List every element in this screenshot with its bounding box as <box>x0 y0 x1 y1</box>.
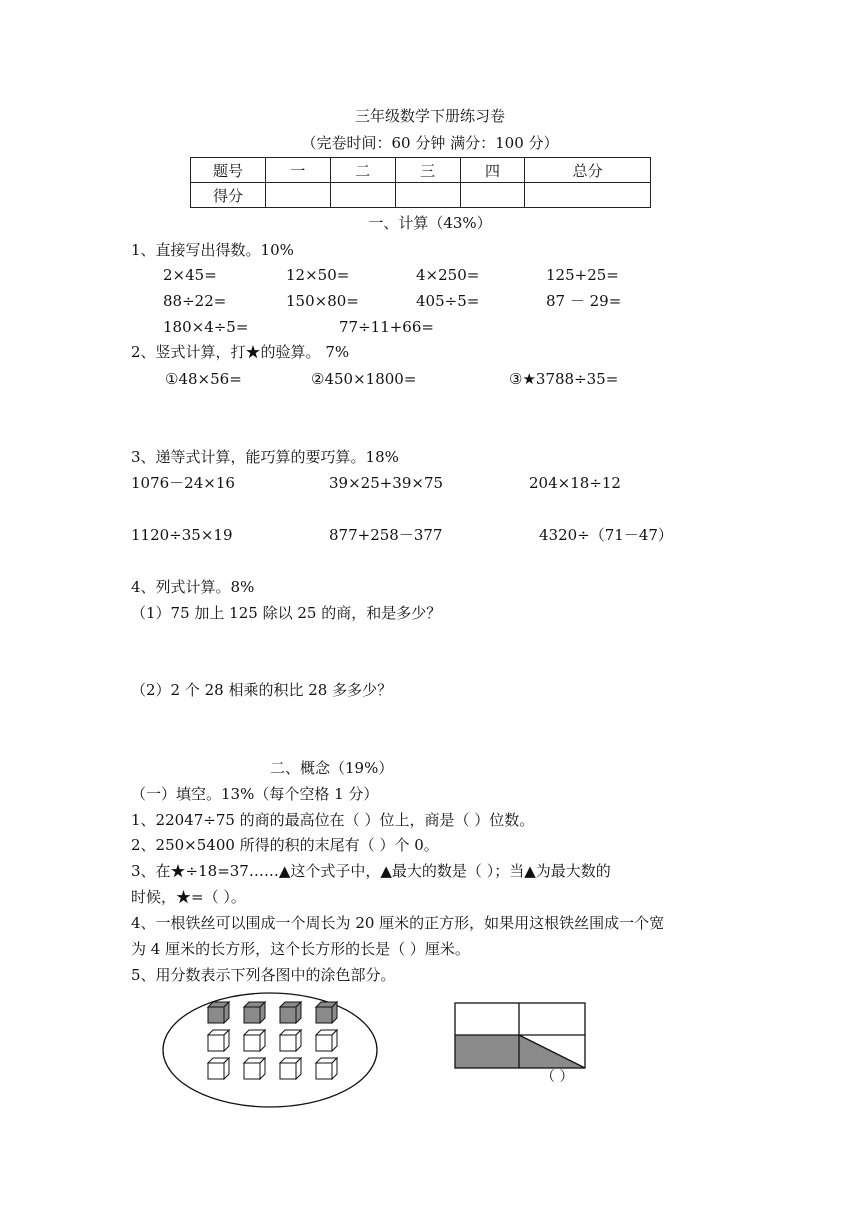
cube <box>316 1030 337 1051</box>
q3-item: 877+258－377 <box>329 526 443 544</box>
q2-item: ①48×56= <box>165 370 242 388</box>
cubes-in-ellipse-figure <box>160 990 400 1112</box>
shaded-cube <box>244 1002 265 1023</box>
q1-item: 405÷5= <box>416 292 480 310</box>
cube <box>244 1058 265 1079</box>
score-cell[interactable] <box>395 183 460 208</box>
q1-item: 12×50= <box>286 266 350 284</box>
q3-item: 204×18÷12 <box>529 474 621 492</box>
q3-item: 1076－24×16 <box>131 474 235 492</box>
cube <box>208 1058 229 1079</box>
question-1-label: 1、直接写出得数。10% <box>131 241 294 259</box>
page-subtitle: （完卷时间：60 分钟 满分：100 分） <box>301 134 559 152</box>
q1-item: 2×45= <box>163 266 217 284</box>
score-table-header: 一 <box>266 158 331 183</box>
score-cell[interactable] <box>460 183 525 208</box>
question-3-label: 3、递等式计算，能巧算的要巧算。18% <box>131 448 399 466</box>
cube <box>280 1058 301 1079</box>
section-2-subheading: （一）填空。13%（每个空格 1 分） <box>131 785 379 803</box>
q1-item: 180×4÷5= <box>163 318 249 336</box>
score-cell[interactable] <box>525 183 651 208</box>
section-2-title: 二、概念（19%） <box>270 759 394 777</box>
fill-line: 为 4 厘米的长方形，这个长方形的长是（ ）厘米。 <box>131 940 470 958</box>
shaded-cube <box>280 1002 301 1023</box>
shaded-cube <box>316 1002 337 1023</box>
cube <box>244 1030 265 1051</box>
q1-item: 125+25= <box>546 266 619 284</box>
section-1-title: 一、计算（43%） <box>368 214 492 232</box>
q1-item: 150×80= <box>286 292 359 310</box>
score-table-header: 题号 <box>191 158 266 183</box>
fill-line: 5、用分数表示下列各图中的涂色部分。 <box>131 966 396 984</box>
fill-line: 3、在★÷18=37……▲这个式子中，▲最大的数是（ ）；当▲为最大数的 <box>131 862 611 880</box>
score-cell[interactable] <box>330 183 395 208</box>
q4-item: （1）75 加上 125 除以 25 的商，和是多少？ <box>131 604 442 622</box>
score-table <box>190 157 651 208</box>
q1-item: 4×250= <box>416 266 480 284</box>
cube <box>280 1030 301 1051</box>
fill-line: 1、22047÷75 的商的最高位在（ ）位上，商是（ ）位数。 <box>131 811 535 829</box>
question-2-label: 2、竖式计算，打★的验算。 7% <box>131 343 350 361</box>
score-cell[interactable] <box>266 183 331 208</box>
q3-item: 4320÷（71－47） <box>539 526 673 544</box>
q4-item: （2）2 个 28 相乘的积比 28 多多少？ <box>131 681 393 699</box>
score-table-score-row <box>191 183 651 208</box>
page-title: 三年级数学下册练习卷 <box>354 107 505 125</box>
ellipse-outline <box>163 993 377 1107</box>
score-table-header: 二 <box>330 158 395 183</box>
fill-line: 2、250×5400 所得的积的末尾有（ ）个 0。 <box>131 836 439 854</box>
q3-item: 1120÷35×19 <box>131 526 233 544</box>
question-4-label: 4、列式计算。8% <box>131 578 255 596</box>
q1-item: 77÷11+66= <box>339 318 434 336</box>
shaded-rectangle-cell <box>455 1035 519 1068</box>
q3-item: 39×25+39×75 <box>329 474 444 492</box>
fill-line: 时候，★=（ ）。 <box>131 888 246 906</box>
rectangle-fraction-figure <box>452 1000 592 1072</box>
q2-item: ②450×1800= <box>311 370 417 388</box>
fill-line: 4、一根铁丝可以围成一个周长为 20 厘米的正方形，如果用这根铁丝围成一个宽 <box>131 914 665 932</box>
score-table-header-row <box>191 158 651 183</box>
score-table-header: 总分 <box>525 158 651 183</box>
figure-answer-blank: （ ） <box>541 1069 574 1085</box>
q1-item: 88÷22= <box>163 292 227 310</box>
shaded-cube <box>208 1002 229 1023</box>
score-row-label: 得分 <box>191 183 266 208</box>
score-table-header: 三 <box>395 158 460 183</box>
cube <box>316 1058 337 1079</box>
q1-item: 87 － 29= <box>546 292 622 310</box>
cube <box>208 1030 229 1051</box>
score-table-header: 四 <box>460 158 525 183</box>
q2-item: ③★3788÷35= <box>509 370 619 388</box>
